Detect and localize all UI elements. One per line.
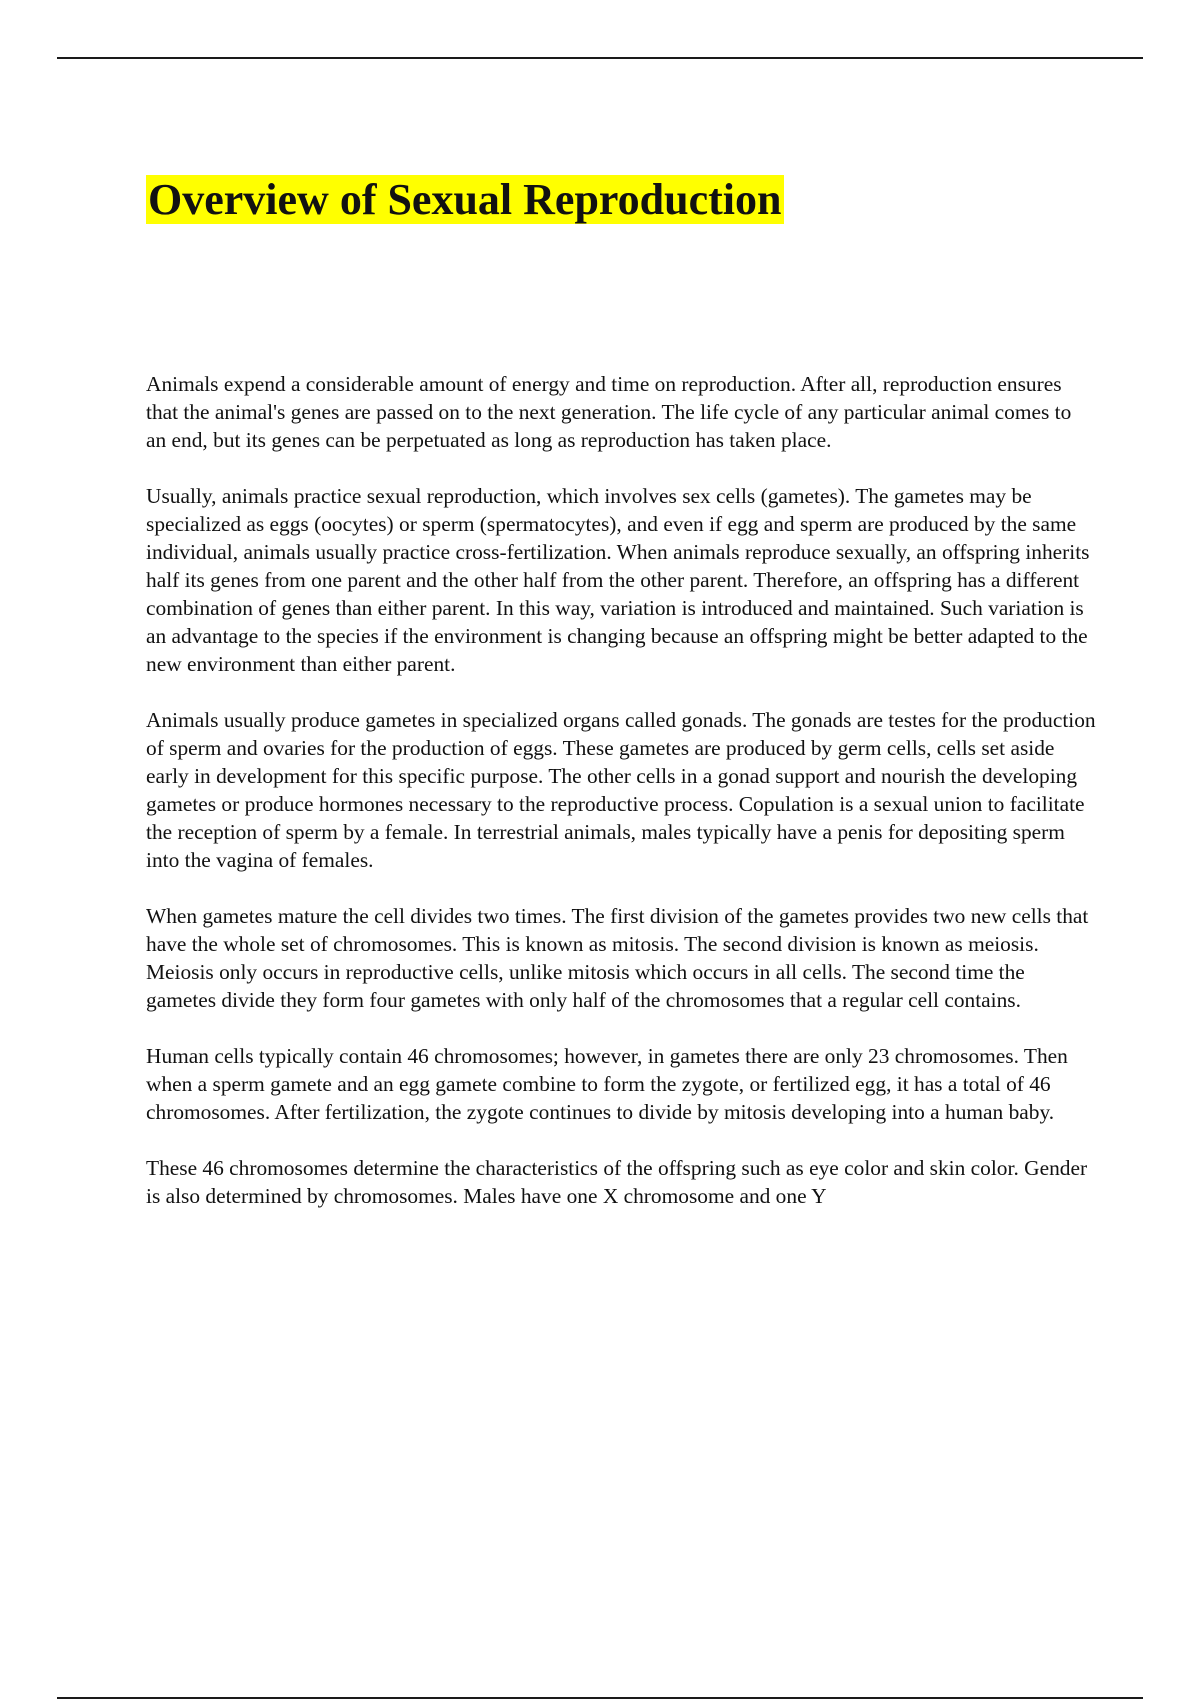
top-rule: [57, 57, 1143, 59]
paragraph-3: Animals usually produce gametes in specialized organs called gonads. The gonads are testes for the production of sperm and ovaries for the production of eggs. These gametes are produced by germ cells, cells set aside early in development for this specific purpose. The other cells in a gonad support and nourish the developing gametes or produce hormones necessary to the reproductive process. Copulation is a sexual union to facilitate the reception of sperm by a female. In terrestrial animals, males typically have a penis for depositing sperm into the vagina of females.: [146, 708, 1096, 872]
paragraph-4: When gametes mature the cell divides two times. The first division of the gametes provides two new cells that have the whole set of chromosomes. This is known as mitosis. The second division is known as meiosis. Meiosis only occurs in reproductive cells, unlike mitosis which occurs in all cells. The second time the gametes divide they form four gametes with only half of the chromosomes that a regular cell contains.: [146, 904, 1089, 1012]
page-title: [146, 170, 784, 230]
bottom-rule: [57, 1697, 1143, 1699]
paragraph-6: These 46 chromosomes determine the characteristics of the offspring such as eye color and skin color. Gender is also determined by chromosomes. Males have one X chromosome and one Y: [146, 1156, 1088, 1208]
paragraph-1: Animals expend a considerable amount of energy and time on reproduction. After all, reproduction ensures that the animal's genes are passed on to the next generation. The life cycle of any particular animal comes to an end, but its genes can be perpetuated as long as reproduction has taken place.: [146, 372, 1072, 452]
paragraph-2: Usually, animals practice sexual reproduction, which involves sex cells (gametes). The gametes may be specialized as eggs (oocytes) or sperm (spermatocytes), and even if egg and sperm are produced by the same individual, animals usually practice cross-fertilization. When animals reproduce sexually, an offspring inherits half its genes from one parent and the other half from the other parent. Therefore, an offspring has a different combination of genes than either parent. In this way, variation is introduced and maintained. Such variation is an advantage to the species if the environment is changing because an offspring might be better adapted to the new environment than either parent.: [146, 484, 1090, 676]
body-text: [146, 370, 1096, 1238]
title-highlight: Overview of Sexual Reproduction: [148, 175, 782, 224]
paragraph-5: Human cells typically contain 46 chromosomes; however, in gametes there are only 23 chromosomes. Then when a sperm gamete and an egg gamete combine to form the zygote, or fertilized egg, it has a total of 46 chromosomes. After fertilization, the zygote continues to divide by mitosis developing into a human baby.: [146, 1044, 1068, 1124]
